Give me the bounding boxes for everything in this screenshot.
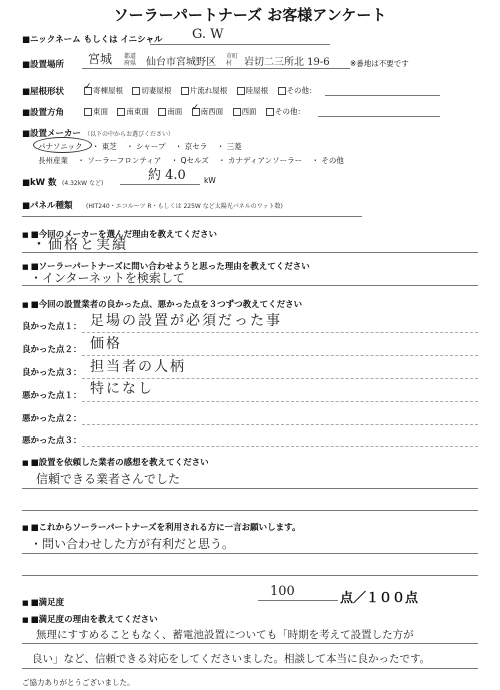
q-contact-answer: ・インターネットを検索して (30, 271, 185, 285)
kw-unit: kW (204, 176, 216, 185)
location-city-value: 仙台市宮城野区 (146, 57, 216, 68)
q-impression-label: ■ ■設置を依頼した業者の感想を教えてください (22, 456, 209, 468)
location-note: ※番地は不要です (350, 59, 409, 68)
checkbox[interactable] (117, 108, 125, 116)
direction-option-south[interactable]: 南面 (158, 106, 182, 117)
q-advice-label: ■ ■これからソーラーパートナーズを利用される方に一言お願いします。 (22, 521, 300, 533)
page-title: ソーラーパートナーズ お客様アンケート (113, 6, 387, 24)
direction-option-east[interactable]: 東面 (84, 106, 108, 117)
checkbox-checked[interactable] (192, 108, 200, 116)
bad-point-3-label: 悪かった点３： (22, 436, 82, 446)
bad-point-2-label: 悪かった点２： (22, 414, 82, 424)
q-installer-label: ■ ■今回の設置業者の良かった点、悪かった点を３つずつ教えてください (22, 298, 302, 310)
q-reason-label: ■ ■今回のメーカーを選んだ理由を教えてください (22, 228, 217, 240)
kw-label: ■kW 数 (22, 178, 57, 188)
panel-label: ■パネル種類 (22, 201, 73, 211)
checkbox[interactable] (233, 108, 241, 116)
checkbox[interactable] (266, 108, 274, 116)
direction-options (84, 106, 312, 117)
checkbox[interactable] (158, 108, 166, 116)
kw-hint: (4.32kW など) (62, 180, 104, 187)
checkbox[interactable] (84, 108, 92, 116)
satisfaction-suffix: 点／１００点 (340, 591, 419, 606)
maker-option-toshiba[interactable]: ・ 東芝 (91, 142, 117, 151)
checkbox[interactable] (278, 87, 286, 95)
roof-shape-label: ■屋根形状 (22, 87, 65, 97)
roof-shape-options (84, 85, 324, 96)
direction-option-other[interactable]: その他： (266, 106, 305, 117)
roof-option-gable[interactable]: 切妻屋根 (132, 85, 171, 96)
q-advice-answer: ・問い合わせした方が有利だと思う。 (30, 537, 235, 551)
panel-hint: (HIT240・エコルーツ R・もしくは 225W など太陽光パネルのワット数) (86, 203, 283, 210)
footer-thanks: ご協力ありがとうございました。 (22, 678, 135, 687)
maker-option-kyocera[interactable]: ・ 京セラ (174, 142, 208, 151)
roof-option-flat[interactable]: 陸屋根 (237, 85, 269, 96)
location-city-unit: 市町村 (226, 53, 239, 67)
maker-option-choshu[interactable]: 長州産業 (38, 156, 68, 165)
roof-option-other[interactable]: その他： (278, 85, 317, 96)
satisfaction-value: 100 (270, 584, 295, 599)
direction-option-southeast[interactable]: 南東面 (117, 106, 149, 117)
good-point-1-label: 良かった点１： (22, 322, 82, 332)
kw-value: 約 4.0 (148, 168, 186, 183)
good-point-3-value: 担当者の人柄 (90, 359, 186, 375)
q-contact-label: ■ ■ソーラーパートナーズに問い合わせようと思った理由を教えてください (22, 260, 310, 272)
q-impression-answer: 信頼できる業者さんでした (36, 472, 181, 486)
q-reason-answer: ・価格と実績 (32, 237, 128, 253)
maker-option-other[interactable]: ・ その他 (311, 156, 344, 165)
location-town-value: 岩切二三所北 19-6 (244, 57, 330, 68)
checkbox[interactable] (132, 87, 140, 95)
maker-label: ■設置メーカー (22, 129, 81, 139)
direction-option-west[interactable]: 西面 (233, 106, 257, 117)
location-label: ■設置場所 (22, 60, 65, 70)
maker-option-canadian-solar[interactable]: ・ カナディアンソーラー (218, 156, 303, 165)
checkbox[interactable] (237, 87, 245, 95)
bad-point-1-value: 特になし (90, 381, 154, 397)
roof-option-shed[interactable]: 片流れ屋根 (181, 85, 228, 96)
direction-label: ■設置方角 (22, 108, 65, 118)
location-pref-unit: 都道府県 (124, 53, 137, 67)
good-point-1-value: 足場の設置が必須だった事 (90, 313, 282, 329)
maker-row-2 (38, 155, 351, 166)
checkbox[interactable] (181, 87, 189, 95)
q-satisfaction-reason-label: ■ ■満足度の理由を教えてください (22, 613, 158, 625)
maker-option-qcells[interactable]: ・ Qセルズ (170, 156, 209, 165)
maker-selected-circle (33, 137, 92, 153)
maker-option-sharp[interactable]: ・ シャープ (126, 142, 166, 151)
location-pref-value: 宮城 (88, 52, 113, 66)
satisfaction-label: ■ ■満足度 (22, 596, 64, 608)
checkbox-checked[interactable] (84, 87, 92, 95)
maker-option-mitsubishi[interactable]: ・ 三菱 (216, 142, 242, 151)
nickname-label: ■ニックネーム もしくは イニシャル (22, 35, 163, 45)
nickname-value: G. W (192, 27, 224, 42)
good-point-2-label: 良かった点２： (22, 345, 82, 355)
good-point-3-label: 良かった点３： (22, 368, 82, 378)
maker-hint: （以下の中からお選びください） (84, 131, 175, 138)
good-point-2-value: 価格 (90, 336, 122, 352)
maker-option-solar-frontier[interactable]: ・ ソーラーフロンティア (77, 156, 162, 165)
bad-point-1-label: 悪かった点１： (22, 391, 82, 401)
q-satisfaction-reason-line-2: 良い」など、信頼できる対応をしてくださいました。相談して本当に良かったです。 (32, 653, 431, 665)
q-satisfaction-reason-line-1: 無理にすすめることもなく、蓄電池設置についても「時期を考えて設置した方が (36, 629, 414, 641)
direction-option-southwest[interactable]: ✓ 南西面 (192, 106, 224, 117)
roof-option-hip[interactable]: ✓ 寄棟屋根 (84, 85, 123, 96)
maker-option-panasonic[interactable]: パナソニック (38, 142, 83, 151)
